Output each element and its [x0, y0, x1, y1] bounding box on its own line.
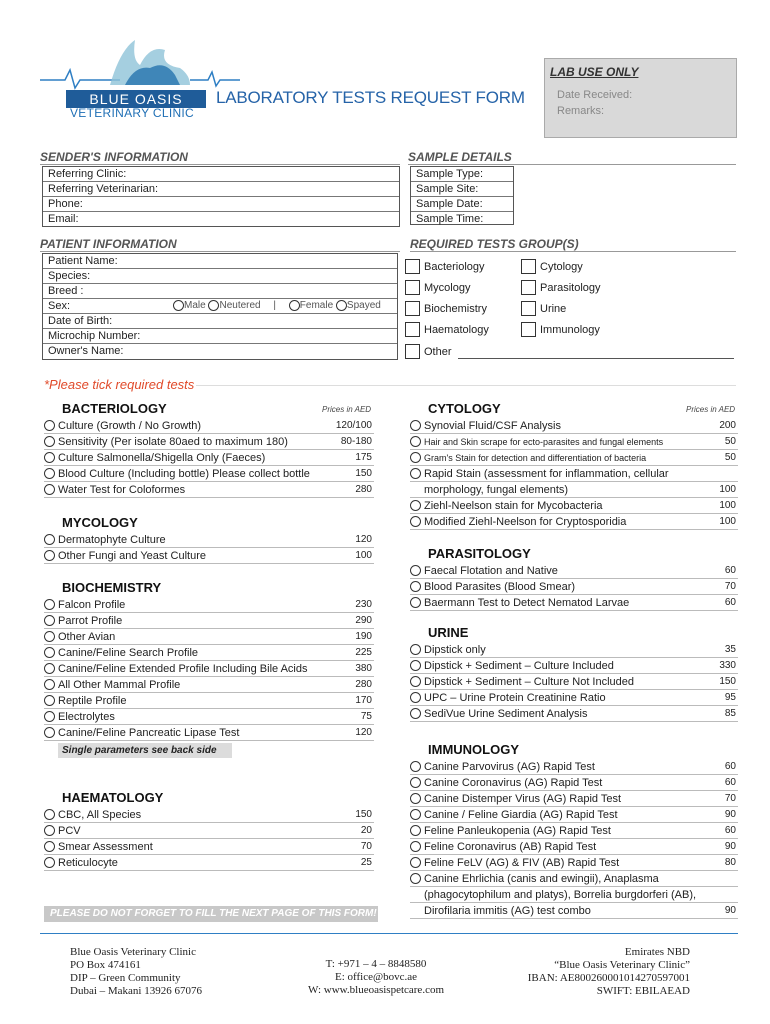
test-row[interactable]: [44, 693, 374, 709]
sample-field[interactable]: Sample Type:: [411, 167, 513, 182]
test-radio[interactable]: [410, 452, 421, 463]
test-radio[interactable]: [44, 679, 55, 690]
patient-field[interactable]: Breed :: [43, 284, 397, 299]
test-label: Reptile Profile: [58, 694, 127, 707]
test-row[interactable]: [410, 579, 738, 595]
test-price: 90: [724, 904, 736, 916]
group-label: Immunology: [540, 323, 600, 336]
test-row[interactable]: [410, 642, 738, 658]
test-price: 230: [355, 598, 372, 610]
test-price: 60: [724, 760, 736, 772]
test-label: PCV: [58, 824, 81, 837]
sample-field[interactable]: Sample Time:: [416, 213, 484, 225]
test-radio[interactable]: [410, 565, 421, 576]
footer-line: “Blue Oasis Veterinary Clinic”: [554, 959, 690, 971]
test-price: 150: [719, 675, 736, 687]
footer-bank: [500, 946, 690, 998]
sample-title: SAMPLE DETAILS: [408, 150, 736, 165]
other-label: Other: [424, 345, 452, 358]
test-row[interactable]: [44, 466, 374, 482]
test-label: Hair and Skin scrape for ecto-parasites and fungal elements: [424, 436, 664, 447]
neutered-label: Neutered: [219, 300, 261, 311]
test-row[interactable]: [44, 823, 374, 839]
prices-header: Prices in AED: [322, 405, 372, 414]
test-price: 170: [355, 694, 372, 706]
test-price: 280: [355, 678, 372, 690]
patient-field-sex: Sex: Male Neutered | Female Spayed: [43, 299, 397, 314]
test-price: 225: [355, 646, 372, 658]
test-price: 35: [724, 643, 736, 655]
test-row[interactable]: [410, 674, 738, 690]
footer-line: Emirates NBD: [624, 946, 690, 958]
patient-field[interactable]: Species:: [43, 269, 397, 284]
test-label: Smear Assessment: [58, 840, 153, 853]
sample-field[interactable]: Sample Date:: [411, 197, 513, 212]
parasitology-title: PARASITOLOGY: [428, 546, 531, 561]
test-label: Culture Salmonella/Shigella Only (Faeces): [58, 451, 266, 464]
test-row[interactable]: [410, 903, 738, 919]
test-price: 85: [724, 707, 736, 719]
test-row[interactable]: [44, 645, 374, 661]
test-label: Canine / Feline Giardia (AG) Rapid Test: [424, 808, 618, 821]
test-label: Gram's Stain for detection and differentiation of bacteria: [424, 452, 647, 463]
test-row[interactable]: [410, 563, 738, 579]
test-label: Parrot Profile: [58, 614, 123, 627]
patient-box: [42, 253, 398, 360]
form-title: LABORATORY TESTS REQUEST FORM: [216, 88, 525, 107]
test-radio[interactable]: [44, 615, 55, 626]
test-row[interactable]: [44, 725, 374, 741]
test-price: 20: [360, 824, 372, 836]
test-price: 50: [724, 435, 736, 447]
test-radio[interactable]: [44, 825, 55, 836]
test-radio[interactable]: [410, 825, 421, 836]
test-radio[interactable]: [44, 857, 55, 868]
lab-use-title: LAB USE ONLY: [550, 65, 639, 79]
test-label: Canine/Feline Pancreatic Lipase Test: [58, 726, 240, 739]
remarks-label: Remarks:: [557, 105, 605, 117]
test-radio[interactable]: [44, 468, 55, 479]
footer-divider: [40, 933, 738, 934]
test-price: 25: [360, 856, 372, 868]
test-label: Falcon Profile: [58, 598, 126, 611]
test-row[interactable]: [44, 597, 374, 613]
test-row[interactable]: [410, 498, 738, 514]
sample-field[interactable]: Sample Site:: [411, 182, 513, 197]
test-label: SediVue Urine Sediment Analysis: [424, 707, 588, 720]
male-label: Male: [184, 300, 206, 311]
test-row[interactable]: [44, 709, 374, 725]
test-radio[interactable]: [410, 597, 421, 608]
bacteriology-title: BACTERIOLOGY: [62, 401, 167, 416]
test-row[interactable]: [410, 791, 738, 807]
footer-phone: T: +971 – 4 – 8848580: [325, 958, 427, 970]
sender-title: SENDER'S INFORMATION: [40, 150, 400, 165]
group-checkbox[interactable]: [405, 322, 420, 337]
test-price: 75: [360, 710, 372, 722]
test-row[interactable]: [44, 418, 374, 434]
test-radio[interactable]: [410, 581, 421, 592]
group-checkbox[interactable]: [521, 259, 536, 274]
test-price: 120: [355, 726, 372, 738]
test-row[interactable]: [410, 887, 738, 903]
prices-header: Prices in AED: [686, 405, 736, 414]
test-price: 90: [724, 808, 736, 820]
biochemistry-title: BIOCHEMISTRY: [62, 580, 162, 595]
divider: [196, 385, 736, 386]
test-price: 70: [724, 580, 736, 592]
test-radio[interactable]: [44, 631, 55, 642]
test-row[interactable]: [410, 759, 738, 775]
test-price: 120: [355, 533, 372, 545]
test-price: 100: [719, 499, 736, 511]
patient-field[interactable]: Microchip Number:: [43, 329, 397, 344]
footer-line: SWIFT: EBILAEAD: [596, 985, 690, 997]
group-label: Cytology: [540, 260, 583, 273]
female-label: Female: [299, 300, 334, 311]
test-label: Baermann Test to Detect Nematod Larvae: [424, 596, 630, 609]
footer-line: IBAN: AE800260001014270597001: [527, 972, 690, 984]
group-checkbox[interactable]: [405, 280, 420, 295]
test-label: Dirofilaria immitis (AG) test combo: [424, 904, 591, 917]
test-radio[interactable]: [44, 599, 55, 610]
test-radio[interactable]: [44, 841, 55, 852]
test-label: Feline Coronavirus (AB) Rapid Test: [424, 840, 597, 853]
test-label: Canine/Feline Extended Profile Including Bile Acids: [58, 662, 308, 675]
test-radio[interactable]: [410, 692, 421, 703]
test-price: 280: [355, 483, 372, 495]
footer-contact: [296, 958, 456, 997]
test-label: Reticulocyte: [58, 856, 118, 869]
other-checkbox[interactable]: [405, 344, 420, 359]
test-label: Blood Culture (Including bottle) Please collect bottle: [58, 467, 310, 480]
test-label: Canine/Feline Search Profile: [58, 646, 199, 659]
test-radio[interactable]: [44, 420, 55, 431]
test-radio[interactable]: [44, 695, 55, 706]
test-radio[interactable]: [44, 436, 55, 447]
test-row[interactable]: [44, 661, 374, 677]
test-row[interactable]: [410, 690, 738, 706]
lab-use-box: [544, 58, 737, 138]
test-radio[interactable]: [410, 436, 421, 447]
test-radio[interactable]: [410, 660, 421, 671]
test-radio[interactable]: [410, 420, 421, 431]
sample-box: [410, 166, 514, 225]
test-radio[interactable]: [410, 793, 421, 804]
sender-field[interactable]: Phone:: [43, 197, 399, 212]
test-row[interactable]: [410, 871, 738, 887]
group-label: Bacteriology: [424, 260, 485, 273]
test-price: 100: [719, 483, 736, 495]
footer-line: DIP – Green Community: [70, 972, 181, 984]
test-price: 70: [360, 840, 372, 852]
neutered-radio[interactable]: [208, 300, 219, 311]
test-row[interactable]: [44, 482, 374, 498]
patient-field[interactable]: Owner's Name:: [48, 345, 124, 357]
test-radio[interactable]: [410, 676, 421, 687]
test-price: 80: [724, 856, 736, 868]
test-radio[interactable]: [410, 873, 421, 884]
test-price: 200: [719, 419, 736, 431]
group-label: Biochemistry: [424, 302, 487, 315]
footer-line: PO Box 474161: [70, 959, 141, 971]
test-radio[interactable]: [410, 857, 421, 868]
immunology-title: IMMUNOLOGY: [428, 742, 519, 757]
test-price: 100: [719, 515, 736, 527]
test-price: 120/100: [335, 419, 372, 431]
logo-name: BLUE OASIS: [66, 90, 206, 108]
tick-note: *Please tick required tests: [44, 377, 195, 392]
test-label: All Other Mammal Profile: [58, 678, 181, 691]
test-label: Sensitivity (Per isolate 80aed to maximum 180): [58, 435, 288, 448]
group-checkbox[interactable]: [405, 259, 420, 274]
test-label: Canine Coronavirus (AG) Rapid Test: [424, 776, 603, 789]
test-row[interactable]: [44, 434, 374, 450]
next-page-reminder: PLEASE DO NOT FORGET TO FILL THE NEXT PAGE OF THIS FORM!: [44, 906, 378, 922]
test-radio[interactable]: [410, 841, 421, 852]
test-row[interactable]: [410, 418, 738, 434]
test-radio[interactable]: [410, 468, 421, 479]
test-row[interactable]: [44, 855, 374, 871]
test-label: CBC, All Species: [58, 808, 142, 821]
test-row[interactable]: [410, 482, 738, 498]
test-radio[interactable]: [44, 711, 55, 722]
test-row[interactable]: [44, 807, 374, 823]
single-parameters-note: Single parameters see back side: [58, 743, 232, 758]
female-radio[interactable]: [289, 300, 300, 311]
test-price: 380: [355, 662, 372, 674]
test-price: 150: [355, 808, 372, 820]
test-label: Faecal Flotation and Native: [424, 564, 558, 577]
test-row[interactable]: [410, 466, 738, 482]
test-row[interactable]: [44, 613, 374, 629]
sender-box: [42, 166, 400, 227]
test-row[interactable]: [410, 839, 738, 855]
test-label: Feline FeLV (AG) & FIV (AB) Rapid Test: [424, 856, 620, 869]
test-row[interactable]: [410, 514, 738, 530]
group-label: Mycology: [424, 281, 471, 294]
sender-field[interactable]: Referring Veterinarian:: [43, 182, 399, 197]
test-label: Culture (Growth / No Growth): [58, 419, 202, 432]
test-row[interactable]: [410, 434, 738, 450]
test-label: Synovial Fluid/CSF Analysis: [424, 419, 561, 432]
group-checkbox[interactable]: [521, 280, 536, 295]
test-row[interactable]: [44, 629, 374, 645]
test-label: Modified Ziehl-Neelson for Cryptosporidia: [424, 515, 627, 528]
patient-field[interactable]: Date of Birth:: [43, 314, 397, 329]
test-label: Dipstick only: [424, 643, 486, 656]
footer-address: [70, 946, 202, 998]
group-checkbox[interactable]: [521, 301, 536, 316]
test-radio[interactable]: [410, 809, 421, 820]
test-label: Other Fungi and Yeast Culture: [58, 549, 206, 562]
group-checkbox[interactable]: [521, 322, 536, 337]
spayed-radio[interactable]: [336, 300, 347, 311]
sender-field[interactable]: Email:: [48, 213, 79, 225]
test-radio[interactable]: [44, 452, 55, 463]
test-price: 190: [355, 630, 372, 642]
test-row[interactable]: [410, 595, 738, 611]
test-label: Rapid Stain (assessment for inflammation, cellular: [424, 467, 669, 480]
test-label: Dermatophyte Culture: [58, 533, 166, 546]
test-radio[interactable]: [44, 727, 55, 738]
logo-graphic: [40, 30, 240, 94]
test-row[interactable]: [44, 450, 374, 466]
urine-title: URINE: [428, 625, 469, 640]
test-label: UPC – Urine Protein Creatinine Ratio: [424, 691, 606, 704]
test-row[interactable]: [44, 839, 374, 855]
test-price: 150: [355, 467, 372, 479]
footer-line: Dubai – Makani 13926 67076: [70, 985, 202, 997]
test-label: Canine Distemper Virus (AG) Rapid Test: [424, 792, 622, 805]
test-label: Ziehl-Neelson stain for Mycobacteria: [424, 499, 603, 512]
test-label: morphology, fungal elements): [424, 483, 569, 496]
test-radio[interactable]: [410, 777, 421, 788]
footer-website[interactable]: W: www.blueoasispetcare.com: [307, 984, 445, 996]
test-label: Feline Panleukopenia (AG) Rapid Test: [424, 824, 611, 837]
other-input-line[interactable]: [458, 358, 734, 359]
test-price: 100: [355, 549, 372, 561]
patient-title: PATIENT INFORMATION: [40, 237, 400, 252]
test-radio[interactable]: [410, 516, 421, 527]
sender-field[interactable]: Referring Clinic:: [43, 167, 399, 182]
test-label: Dipstick + Sediment – Culture Included: [424, 659, 614, 672]
test-row[interactable]: [410, 775, 738, 791]
logo-subtitle: VETERINARY CLINIC: [70, 106, 195, 120]
footer-email[interactable]: E: office@bovc.ae: [334, 971, 417, 983]
test-label: Dipstick + Sediment – Culture Not Included: [424, 675, 635, 688]
test-radio[interactable]: [410, 644, 421, 655]
cytology-title: CYTOLOGY: [428, 401, 501, 416]
test-radio[interactable]: [44, 484, 55, 495]
test-row[interactable]: [410, 658, 738, 674]
footer-line: Blue Oasis Veterinary Clinic: [70, 946, 196, 958]
test-row[interactable]: [410, 450, 738, 466]
spayed-label: Spayed: [346, 300, 381, 311]
test-row[interactable]: [44, 677, 374, 693]
test-label: Blood Parasites (Blood Smear): [424, 580, 576, 593]
test-price: 175: [355, 451, 372, 463]
test-price: 90: [724, 840, 736, 852]
test-price: 330: [719, 659, 736, 671]
test-radio[interactable]: [410, 708, 421, 719]
test-price: 50: [724, 451, 736, 463]
test-label: Water Test for Coloformes: [58, 483, 186, 496]
groups-title: REQUIRED TESTS GROUP(S): [410, 237, 736, 252]
group-label: Parasitology: [540, 281, 601, 294]
test-label: (phagocytophilum and platys), Borrelia burgdorferi (AB),: [424, 888, 697, 901]
test-price: 290: [355, 614, 372, 626]
test-radio[interactable]: [410, 500, 421, 511]
male-radio[interactable]: [173, 300, 184, 311]
test-price: 60: [724, 564, 736, 576]
group-label: Urine: [540, 302, 567, 315]
patient-field[interactable]: Patient Name:: [43, 254, 397, 269]
test-row[interactable]: [44, 532, 374, 548]
test-row[interactable]: [44, 548, 374, 564]
test-price: 60: [724, 824, 736, 836]
test-label: Electrolytes: [58, 710, 115, 723]
test-row[interactable]: [410, 823, 738, 839]
test-label: Other Avian: [58, 630, 116, 643]
test-price: 60: [724, 596, 736, 608]
date-received-label: Date Received:: [557, 89, 633, 101]
group-checkbox[interactable]: [405, 301, 420, 316]
group-label: Haematology: [424, 323, 489, 336]
mycology-title: MYCOLOGY: [62, 515, 138, 530]
test-row[interactable]: [410, 807, 738, 823]
test-label: Canine Ehrlichia (canis and ewingii), Anaplasma: [424, 872, 659, 885]
test-radio[interactable]: [44, 647, 55, 658]
test-price: 80-180: [340, 435, 372, 447]
test-radio[interactable]: [44, 550, 55, 561]
test-price: 70: [724, 792, 736, 804]
test-price: 95: [724, 691, 736, 703]
test-radio[interactable]: [44, 534, 55, 545]
test-row[interactable]: [410, 855, 738, 871]
sex-label: Sex:: [48, 300, 71, 312]
haematology-title: HAEMATOLOGY: [62, 790, 164, 805]
test-label: Canine Parvovirus (AG) Rapid Test: [424, 760, 595, 773]
test-price: 60: [724, 776, 736, 788]
test-row[interactable]: [410, 706, 738, 722]
test-radio[interactable]: [44, 663, 55, 674]
test-radio[interactable]: [44, 809, 55, 820]
test-radio[interactable]: [410, 761, 421, 772]
